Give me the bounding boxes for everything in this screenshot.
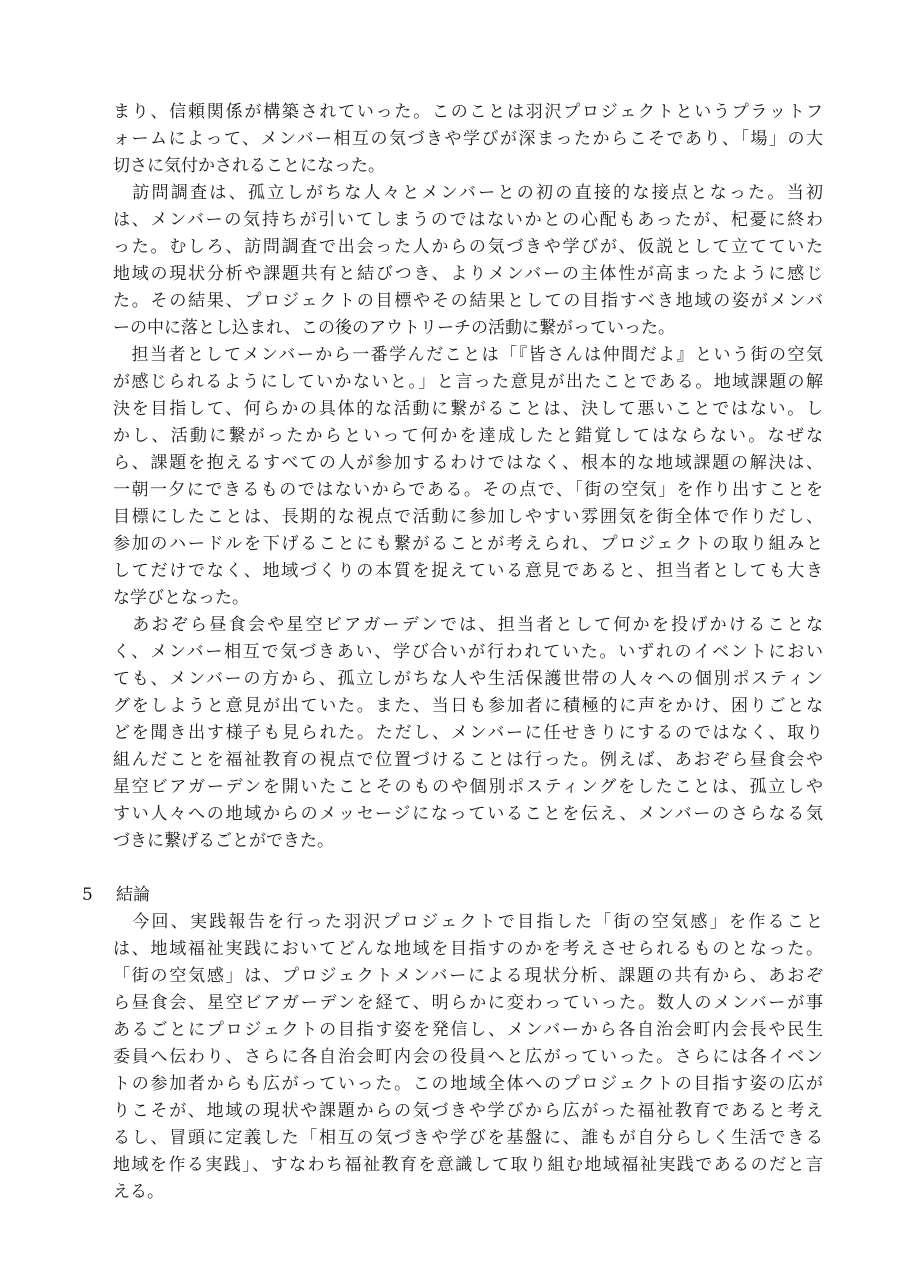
paragraph-4-line-3: ても、メンバーの方から、孤立しがちな人や生活保護世帯の人々への個別ポスティン xyxy=(113,669,823,689)
paragraph-1-line-3: 切さに気付かされることになった。 xyxy=(113,156,385,176)
paragraph-2-line-3: った。むしろ、訪問調査で出会った人からの気づきや学びが、仮説として立てていた xyxy=(113,237,823,257)
paragraph-3-line-2: が感じられるようにしていかないと。」と言った意見が出たことである。地域課題の解 xyxy=(113,372,823,392)
section-number: 5 xyxy=(82,885,93,905)
paragraph-3-line-4: かし、活動に繋がったからといって何かを達成したと錯覚してはならない。なぜな xyxy=(113,426,823,446)
paragraph-2-line-5: た。その結果、プロジェクトの目標やその結果としての目指すべき地域の姿がメンバ xyxy=(113,291,823,311)
paragraph-3-line-6: 一朝一夕にできるものではないからである。その点で、「街の空気」を作り出すことを xyxy=(113,480,823,500)
paragraph-1-line-2: ォームによって、メンバー相互の気づきや学びが深まったからこそであり、「場」の大 xyxy=(113,129,823,149)
paragraph-3-line-7: 目標にしたことは、長期的な視点で活動に参加しやすい雰囲気を街全体で作りだし、 xyxy=(113,507,823,527)
paragraph-4-line-5: どを聞き出す様子も見られた。ただし、メンバーに任せきりにするのではなく、取り xyxy=(113,723,823,743)
paragraph-3-line-9: してだけでなく、地域づくりの本質を捉えている意見であると、担当者としても大き xyxy=(113,561,823,581)
conclusion-line-3: 「街の空気感」は、プロジェクトメンバーによる現状分析、課題の共有から、あおぞ xyxy=(113,966,823,986)
paragraph-4-line-1: あおぞら昼食会や星空ビアガーデンでは、担当者として何かを投げかけることな xyxy=(113,615,823,635)
paragraph-4-line-9: づきに繋げるごとができた。 xyxy=(113,831,334,851)
paragraph-3-line-1: 担当者としてメンバーから一番学んだことは「『皆さんは仲間だよ』という街の空気 xyxy=(113,345,823,365)
paragraph-4-line-8: すい人々への地域からのメッセージになっていることを伝え、メンバーのさらなる気 xyxy=(113,804,823,824)
conclusion-line-10: 地域を作る実践」、すなわち福祉教育を意識して取り組む地域福祉実践であるのだと言 xyxy=(113,1155,823,1175)
paragraph-2-line-4: 地域の現状分析や課題共有と結びつき、よりメンバーの主体性が高まったように感じ xyxy=(113,264,823,284)
conclusion-line-7: トの参加者からも広がっていった。この地域全体へのプロジェクトの目指す姿の広が xyxy=(113,1074,823,1094)
paragraph-3-line-8: 参加のハードルを下げることにも繋がることが考えられ、プロジェクトの取り組みと xyxy=(113,534,823,554)
conclusion-line-8: りこそが、地域の現状や課題からの気づきや学びから広がった福祉教育であると考え xyxy=(113,1101,823,1121)
paragraph-2-line-2: は、メンバーの気持ちが引いてしまうのではないかとの心配もあったが、杞憂に終わ xyxy=(113,210,823,230)
conclusion-line-5: あるごとにプロジェクトの目指す姿を発信し、メンバーから各自治会町内会長や民生 xyxy=(113,1020,823,1040)
paragraph-2-line-6: ーの中に落とし込まれ、この後のアウトリーチの活動に繋がっていった。 xyxy=(113,318,676,338)
paragraph-3-line-5: ら、課題を抱えるすべての人が参加するわけではなく、根本的な地域課題の解決は、 xyxy=(113,453,823,473)
paragraph-3-line-3: 決を目指して、何らかの具体的な活動に繋がることは、決して悪いことではない。し xyxy=(113,399,823,419)
paragraph-1-line-1: まり、信頼関係が構築されていった。このことは羽沢プロジェクトというプラットフ xyxy=(113,102,823,122)
conclusion-line-1: 今回、実践報告を行った羽沢プロジェクトで目指した「街の空気感」を作ること xyxy=(113,912,823,932)
paragraph-4-line-7: 星空ビアガーデンを開いたことそのものや個別ポスティングをしたことは、孤立しや xyxy=(113,777,823,797)
paragraph-4-line-6: 組んだことを福祉教育の視点で位置づけることは行った。例えば、あおぞら昼食会や xyxy=(113,750,823,770)
paragraph-2-line-1: 訪問調査は、孤立しがちな人々とメンバーとの初の直接的な接点となった。当初 xyxy=(113,183,823,203)
paragraph-4-line-4: グをしようと意見が出ていた。また、当日も参加者に積極的に声をかけ、困りごとな xyxy=(113,696,823,716)
conclusion-line-2: は、地域福祉実践においてどんな地域を目指すのかを考えさせられるものとなった。 xyxy=(113,939,823,959)
conclusion-line-9: るし、冒頭に定義した「相互の気づきや学びを基盤に、誰もが自分らしく生活できる xyxy=(113,1128,823,1148)
conclusion-line-4: ら昼食会、星空ビアガーデンを経て、明らかに変わっていった。数人のメンバーが事 xyxy=(113,993,823,1013)
paragraph-4-line-2: く、メンバー相互で気づきあい、学び合いが行われていた。いずれのイベントにおい xyxy=(113,642,823,662)
section-title: 結論 xyxy=(116,885,150,905)
paragraph-3-line-10: な学びとなった。 xyxy=(113,588,249,608)
conclusion-line-6: 委員へ伝わり、さらに各自治会町内会の役員へと広がっていった。さらには各イベン xyxy=(113,1047,823,1067)
conclusion-line-11: える。 xyxy=(113,1182,164,1202)
